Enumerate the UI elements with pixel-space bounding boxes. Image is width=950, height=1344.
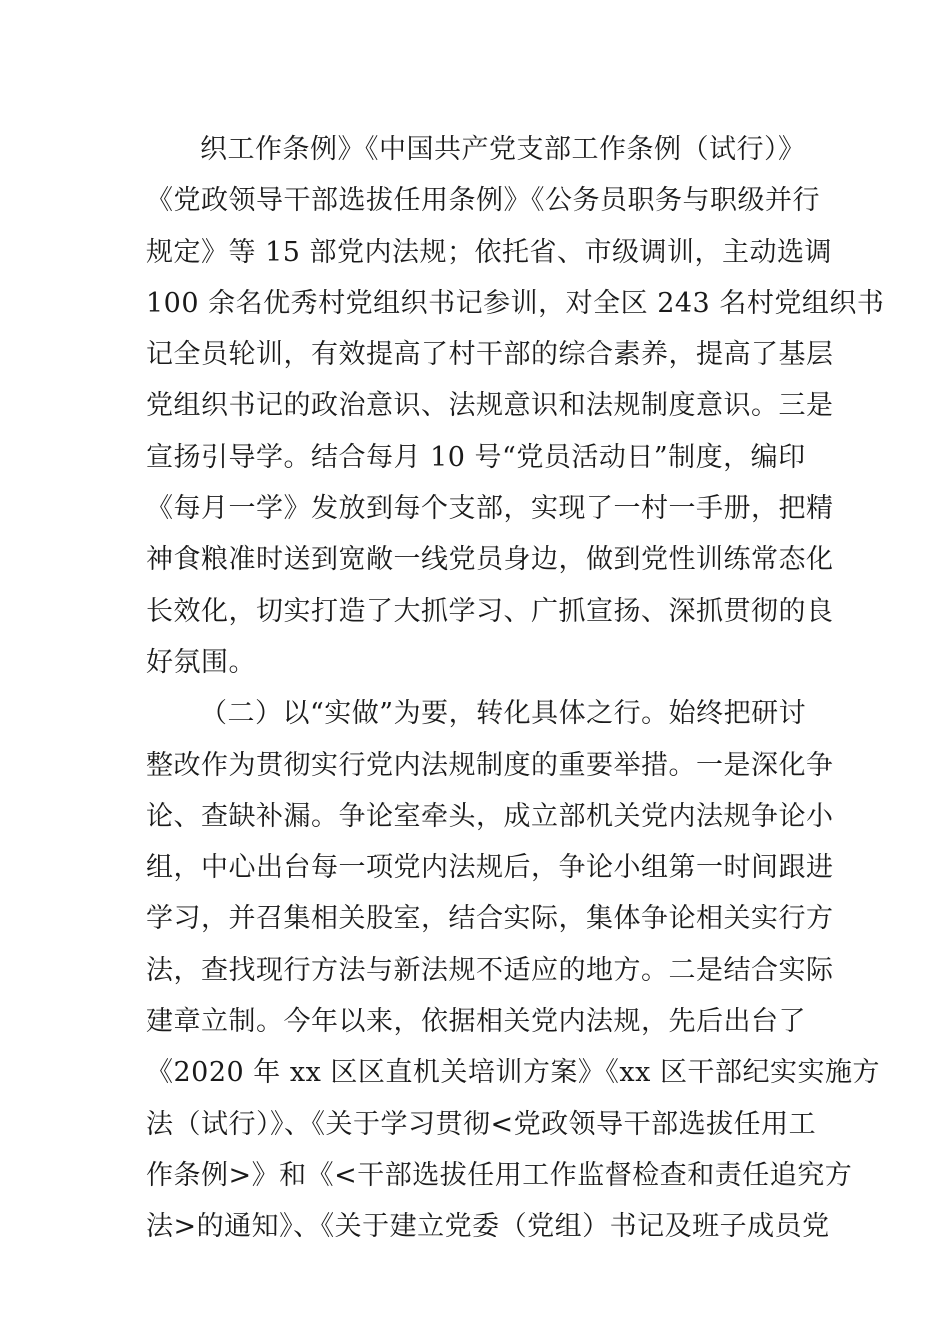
text-line: 记全员轮训，有效提高了村干部的综合素养，提高了基层 — [146, 339, 834, 371]
text-line: 《2020 年 xx 区区直机关培训方案》《xx 区干部纪实实施方 — [146, 1057, 880, 1089]
text-line: 整改作为贯彻实行党内法规制度的重要举措。一是深化争 — [146, 749, 834, 781]
text-line: 《党政领导干部选拔任用条例》《公务员职务与职级并行 — [146, 185, 820, 217]
text-line: 法（试行）》、《关于学习贯彻<党政领导干部选拔任用工 — [146, 1108, 817, 1140]
text-line: 神食粮准时送到宽敞一线党员身边，做到党性训练常态化 — [146, 544, 834, 576]
text-line: 长效化，切实打造了大抓学习、广抓宣扬、深抓贯彻的良 — [146, 595, 834, 627]
text-line: 组，中心出台每一项党内法规后，争论小组第一时间跟进 — [146, 852, 834, 884]
text-line: 织工作条例》《中国共产党支部工作条例（试行）》 — [200, 134, 806, 165]
text-line: 论、查缺补漏。争论室牵头，成立部机关党内法规争论小 — [146, 800, 834, 832]
text-line: 好氛围。 — [146, 646, 256, 678]
text-line: 100 余名优秀村党组织书记参训，对全区 243 名村党组织书 — [146, 287, 885, 319]
text-line: （二）以“实做”为要，转化具体之行。始终把研讨 — [200, 698, 807, 730]
text-line: 《每月一学》发放到每个支部，实现了一村一手册，把精 — [146, 493, 834, 525]
text-line: 规定》等 15 部党内法规；依托省、市级调训，主动选调 — [146, 236, 833, 268]
text-line: 建章立制。今年以来，依据相关党内法规，先后出台了 — [146, 1006, 806, 1038]
text-line: 作条例>》和《<干部选拔任用工作监督检查和责任追究方 — [146, 1159, 853, 1191]
text-line: 党组织书记的政治意识、法规意识和法规制度意识。三是 — [146, 390, 834, 422]
text-line: 宣扬引导学。结合每月 10 号“党员活动日”制度，编印 — [146, 441, 806, 473]
text-line: 法>的通知》、《关于建立党委（党组）书记及班子成员党 — [146, 1211, 830, 1243]
text-line: 法，查找现行方法与新法规不适应的地方。二是结合实际 — [146, 954, 834, 986]
text-line: 学习，并召集相关股室，结合实际，集体争论相关实行方 — [146, 903, 834, 935]
document-body — [146, 124, 885, 1253]
